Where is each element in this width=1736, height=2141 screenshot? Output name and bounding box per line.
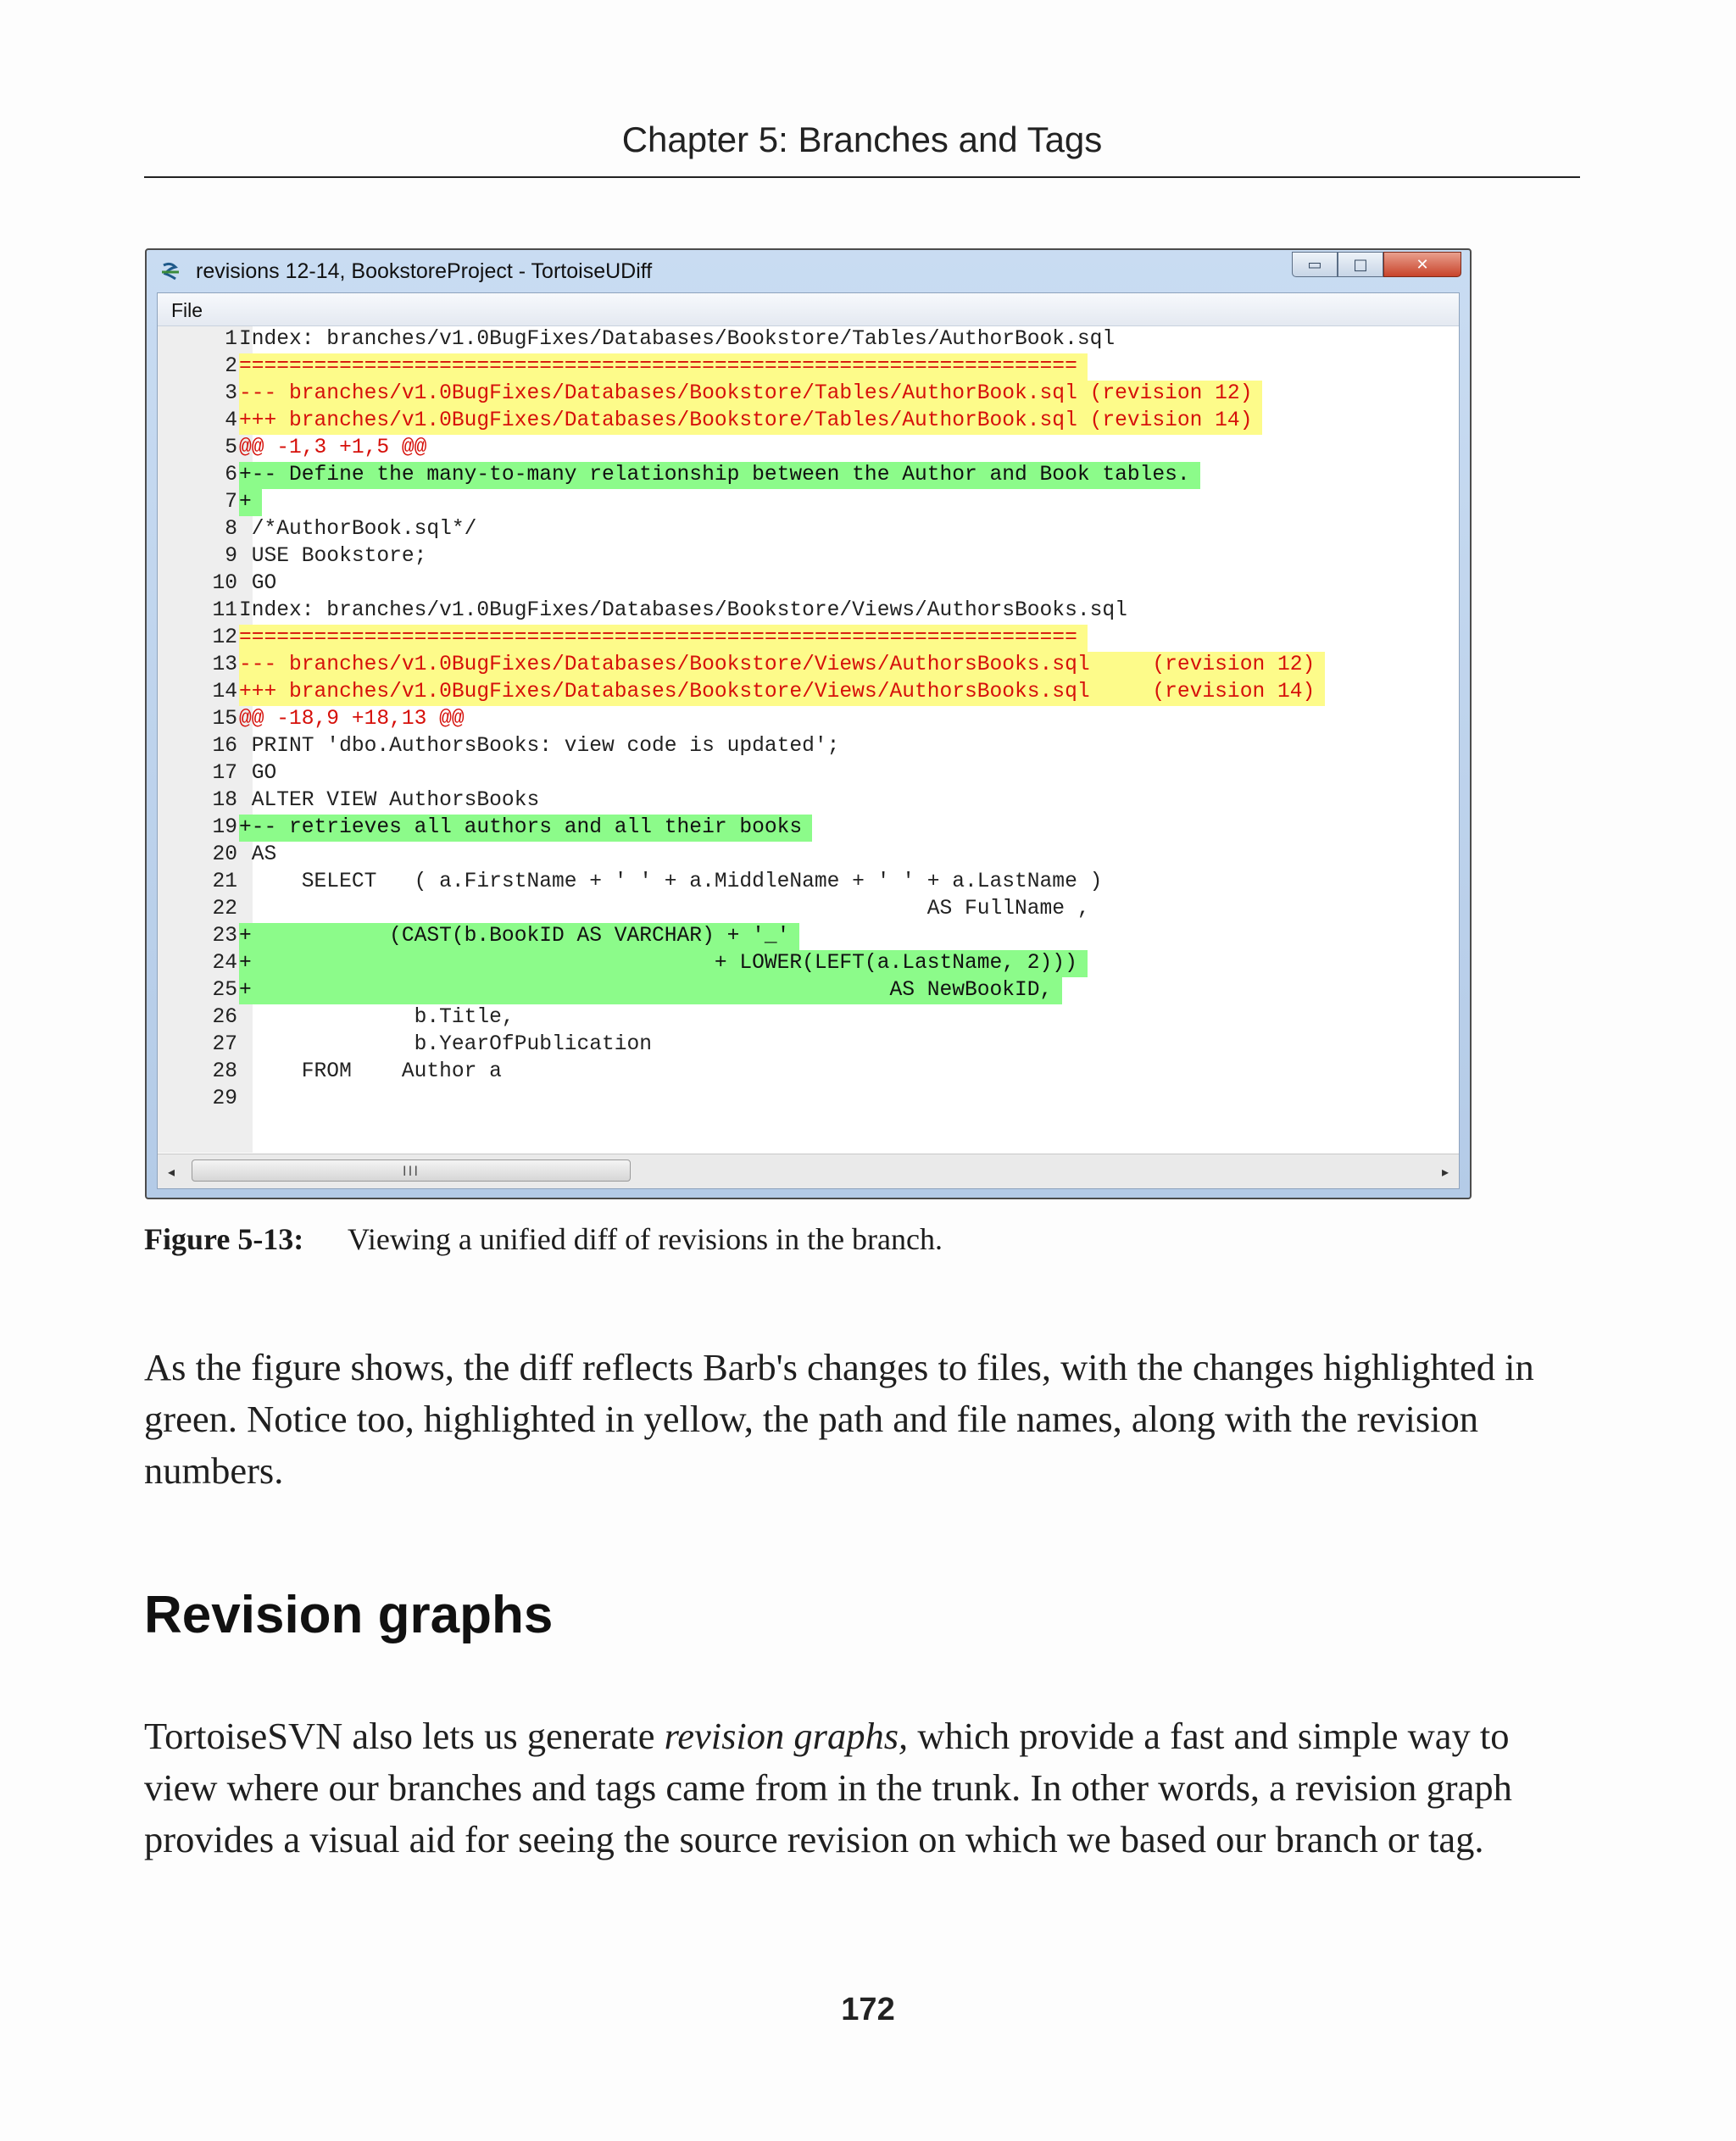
line-number: 21 — [212, 870, 237, 893]
line-number: 10 — [212, 572, 237, 595]
line-number: 15 — [212, 708, 237, 731]
figure-caption — [144, 1218, 943, 1260]
line-text: FROM Author a — [239, 1060, 502, 1083]
figure-caption-text: Viewing a unified diff of revisions in the branch. — [348, 1222, 943, 1256]
line-text: + (CAST(b.BookID AS VARCHAR) + '_' — [239, 923, 799, 950]
line-text: AS FullName , — [239, 898, 1090, 920]
diff-line — [158, 896, 1459, 923]
line-number: 20 — [212, 843, 237, 866]
diff-line — [158, 625, 1459, 652]
line-number: 29 — [212, 1087, 237, 1110]
diff-line — [158, 733, 1459, 760]
window-title: revisions 12-14, BookstoreProject - TortoiseUDiff — [196, 259, 653, 283]
diff-line — [158, 815, 1459, 842]
line-number: 17 — [212, 762, 237, 785]
line-number: 7 — [225, 491, 237, 514]
line-text: PRINT 'dbo.AuthorsBooks: view code is updated'; — [239, 735, 840, 758]
diff-line — [158, 842, 1459, 869]
line-number: 4 — [225, 409, 237, 432]
line-number: 5 — [225, 437, 237, 459]
body-paragraph-2 — [144, 1710, 1585, 1866]
para2-emphasis: revision graphs, — [664, 1715, 909, 1757]
diff-line — [158, 435, 1459, 462]
line-number: 2 — [225, 355, 237, 378]
line-text: +-- Define the many-to-many relationship between the Author and Book tables. — [239, 462, 1200, 489]
diff-line — [158, 489, 1459, 516]
line-number: 19 — [212, 816, 237, 839]
line-number: 3 — [225, 382, 237, 405]
diff-line — [158, 787, 1459, 815]
line-number: 16 — [212, 735, 237, 758]
line-text: GO — [239, 762, 277, 785]
line-number: 8 — [225, 518, 237, 541]
line-text: AS — [239, 843, 277, 866]
diff-line — [158, 923, 1459, 950]
window-client — [157, 292, 1460, 1189]
line-number: 26 — [212, 1006, 237, 1029]
line-number: 12 — [212, 626, 237, 649]
line-text: /*AuthorBook.sql*/ — [239, 518, 477, 541]
line-number: 9 — [225, 545, 237, 568]
line-number: 23 — [212, 925, 237, 948]
line-text: USE Bookstore; — [239, 545, 427, 568]
line-text: --- branches/v1.0BugFixes/Databases/Bookstore/Tables/AuthorBook.sql (revision 12) — [239, 381, 1262, 408]
diff-line — [158, 869, 1459, 896]
line-number: 14 — [212, 681, 237, 703]
line-text: --- branches/v1.0BugFixes/Databases/Bookstore/Views/AuthorsBooks.sql (revision 12) — [239, 652, 1325, 679]
line-number: 6 — [225, 464, 237, 487]
line-text: ALTER VIEW AuthorsBooks — [239, 789, 540, 812]
line-number: 1 — [225, 328, 237, 351]
line-text: =================================================================== — [239, 353, 1088, 381]
close-button[interactable]: ✕ — [1383, 252, 1461, 277]
line-number: 25 — [212, 979, 237, 1002]
line-text: +++ branches/v1.0BugFixes/Databases/Bookstore/Views/AuthorsBooks.sql (revision 14) — [239, 679, 1325, 706]
line-text: GO — [239, 572, 277, 595]
menu-file[interactable]: File — [171, 299, 203, 321]
maximize-button[interactable]: □ — [1338, 252, 1383, 277]
diff-line — [158, 1059, 1459, 1086]
scroll-thumb[interactable]: III — [192, 1159, 631, 1182]
para2-after: which provide a fast and simple way to view where our branches and tags came from in the trunk. In other words, a revision graph provides a visual aid for seeing the source revision on which we based our branch or tag. — [144, 1715, 1512, 1860]
line-text: b.YearOfPublication — [239, 1033, 653, 1056]
line-text: + + LOWER(LEFT(a.LastName, 2))) — [239, 950, 1088, 977]
line-number: 18 — [212, 789, 237, 812]
line-number: 11 — [212, 599, 237, 622]
chapter-header: Chapter 5: Branches and Tags — [621, 120, 1103, 159]
diff-line — [158, 652, 1459, 679]
section-heading: Revision graphs — [144, 1586, 554, 1644]
scroll-right-icon[interactable]: ▸ — [1441, 1163, 1449, 1180]
line-text: b.Title, — [239, 1006, 515, 1029]
body-paragraph-1: As the figure shows, the diff reflects Barb's changes to files, with the changes highlighted in green. Notice too, highlighted in yellow, the path and file names, along with the revision numbers. — [144, 1346, 1534, 1492]
line-number: 24 — [212, 952, 237, 975]
line-text: @@ -18,9 +18,13 @@ — [239, 708, 465, 731]
line-number: 28 — [212, 1060, 237, 1083]
diff-line — [158, 1086, 1459, 1113]
window-controls — [1292, 252, 1461, 277]
diff-line — [158, 598, 1459, 625]
line-text: Index: branches/v1.0BugFixes/Databases/Bookstore/Views/AuthorsBooks.sql — [239, 599, 1127, 622]
menu-bar — [158, 293, 1459, 326]
diff-line — [158, 381, 1459, 408]
line-text: +-- retrieves all authors and all their books — [239, 815, 812, 842]
tortoiseudiff-window — [145, 248, 1472, 1199]
line-text: SELECT ( a.FirstName + ' ' + a.MiddleName + ' ' + a.LastName ) — [239, 870, 1103, 893]
diff-line — [158, 1032, 1459, 1059]
diff-line — [158, 706, 1459, 733]
diff-line — [158, 760, 1459, 787]
diff-line — [158, 462, 1459, 489]
tortoise-app-icon — [159, 260, 182, 284]
minimize-button[interactable]: ▭ — [1292, 252, 1338, 277]
line-text: +++ branches/v1.0BugFixes/Databases/Bookstore/Tables/AuthorBook.sql (revision 14) — [239, 408, 1262, 435]
diff-line — [158, 353, 1459, 381]
line-text: =================================================================== — [239, 625, 1088, 652]
diff-line — [158, 543, 1459, 570]
page-number: 172 — [841, 1992, 895, 2027]
diff-line — [158, 516, 1459, 543]
line-text: @@ -1,3 +1,5 @@ — [239, 437, 427, 459]
line-text: + AS NewBookID, — [239, 977, 1062, 1004]
diff-line — [158, 977, 1459, 1004]
diff-line — [158, 326, 1459, 353]
line-text: + — [239, 489, 262, 516]
horizontal-scrollbar[interactable] — [158, 1154, 1459, 1188]
header-rule — [144, 176, 1580, 178]
line-text: Index: branches/v1.0BugFixes/Databases/Bookstore/Tables/AuthorBook.sql — [239, 328, 1116, 351]
line-number: 27 — [212, 1033, 237, 1056]
scroll-left-icon[interactable]: ◂ — [167, 1163, 175, 1180]
diff-line — [158, 570, 1459, 598]
diff-view[interactable] — [158, 326, 1459, 1153]
figure-label: Figure 5-13: — [144, 1222, 304, 1256]
para2-before: TortoiseSVN also lets us generate — [144, 1715, 665, 1757]
window-titlebar[interactable] — [147, 250, 1470, 292]
diff-line — [158, 1004, 1459, 1032]
diff-line — [158, 679, 1459, 706]
line-number: 13 — [212, 653, 237, 676]
diff-line — [158, 408, 1459, 435]
diff-line — [158, 950, 1459, 977]
line-number: 22 — [212, 898, 237, 920]
